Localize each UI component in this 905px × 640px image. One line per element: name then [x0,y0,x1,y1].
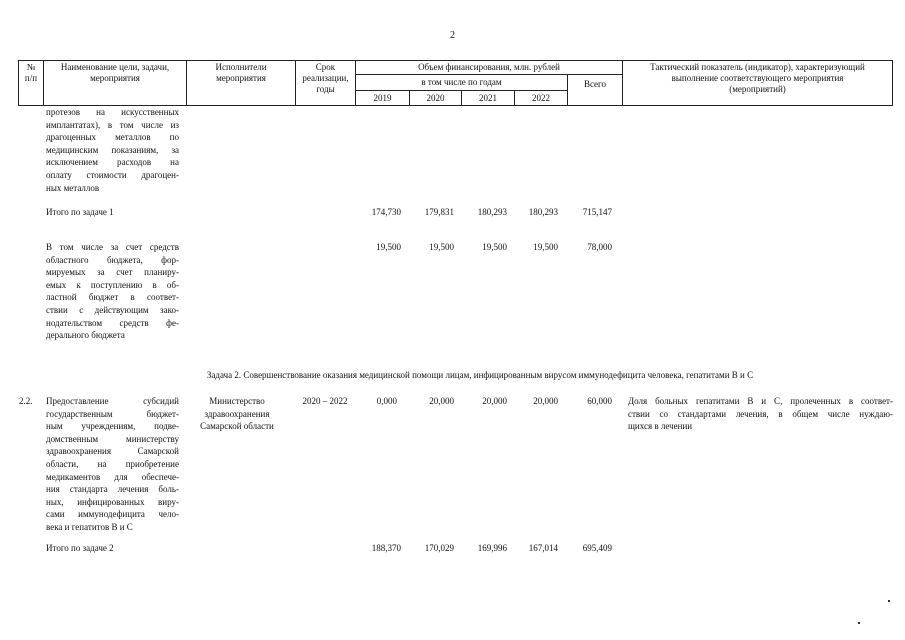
total-task-1-2020: 179,831 [424,207,454,217]
header-finance: Объем финансирования, млн. рублей [418,62,560,72]
header-year-2020: 2020 [426,93,445,103]
header-year-2022: 2022 [532,93,550,103]
row-2-2-indicator: Доля больных гепатитами В и С, пролеченных в соответ- ствии со стандартами лечения, в общем числе нуждаю- щихся в лечении [628,396,893,432]
header-year-2021: 2021 [479,93,497,103]
including-federal-text: В том числе за счет средств областного бюджета, фор- мируемых за счет планиру- емых к поступлению в об- ластной бюджет в соответ- ствии с действующим зако- нодательством средств фе- дерального бюджета [46,242,179,341]
scan-speck [858,622,860,624]
header-name: Наименование цели, задачи, мероприятия [60,62,170,83]
row-2-2-executor: Министерство здравоохранения Самарской области [200,396,274,432]
total-task-2-2020: 170,029 [424,543,454,553]
total-task-1-label: Итого по задаче 1 [46,207,114,217]
including-2019: 19,500 [376,242,401,252]
header-total: Всего [583,79,607,89]
row-2-2-term: 2020 – 2022 [302,396,348,406]
continued-activity-text: протезов на искусственных имплантатах), в том числе из драгоценных металлов по медицинским показаниям, за исключением расходов на оплату стоимости драгоцен- ных металлов [46,107,179,193]
total-task-1-all: 715,147 [582,207,612,217]
total-task-2-2022: 167,014 [528,543,558,553]
total-task-2-2021: 169,996 [477,543,507,553]
total-task-1-2021: 180,293 [477,207,507,217]
header-year-2019: 2019 [373,93,392,103]
header-executor: Исполнители мероприятия [215,62,267,83]
row-2-2-2021: 20,000 [482,396,507,406]
header-by-years: в том числе по годам [421,77,502,87]
row-2-2-2020: 20,000 [429,396,454,406]
total-task-2-2019: 188,370 [371,543,401,553]
total-task-1-2019: 174,730 [371,207,401,217]
table-header [18,60,893,106]
including-2020: 19,500 [429,242,454,252]
header-indicator: Тактический показатель (индикатор), характеризующий выполнение соответствующего мероприятия (мероприятий) [650,62,865,94]
including-all: 78,000 [587,242,612,252]
scan-speck [888,600,890,602]
row-2-2-number: 2.2. [19,396,33,406]
total-task-2-all: 695,409 [582,543,612,553]
row-2-2-activity: Предоставление субсидий государственным бюджет- ным учреждениям, подве- домственным министерству здравоохранения Самарской области, на приобретение медикаментов для обеспече- ния стандарта лечения боль- ных, инфицированных виру- сами иммунодефицита чело- века и гепатитов В и С [46,396,179,532]
row-2-2-2019: 0,000 [376,396,397,406]
including-2022: 19,500 [533,242,558,252]
task-2-heading: Задача 2. Совершенствование оказания медицинской помощи лицам, инфицированным вирусом иммунодефицита человека, гепатитами В и С [206,370,754,380]
total-task-1-2022: 180,293 [528,207,558,217]
page-number: 2 [450,30,455,41]
header-num: № п/п [24,62,38,83]
total-task-2-label: Итого по задаче 2 [46,543,114,553]
header-term: Срок реализации, годы [302,62,349,94]
row-2-2-all: 60,000 [587,396,612,406]
including-2021: 19,500 [482,242,507,252]
row-2-2-2022: 20,000 [533,396,558,406]
